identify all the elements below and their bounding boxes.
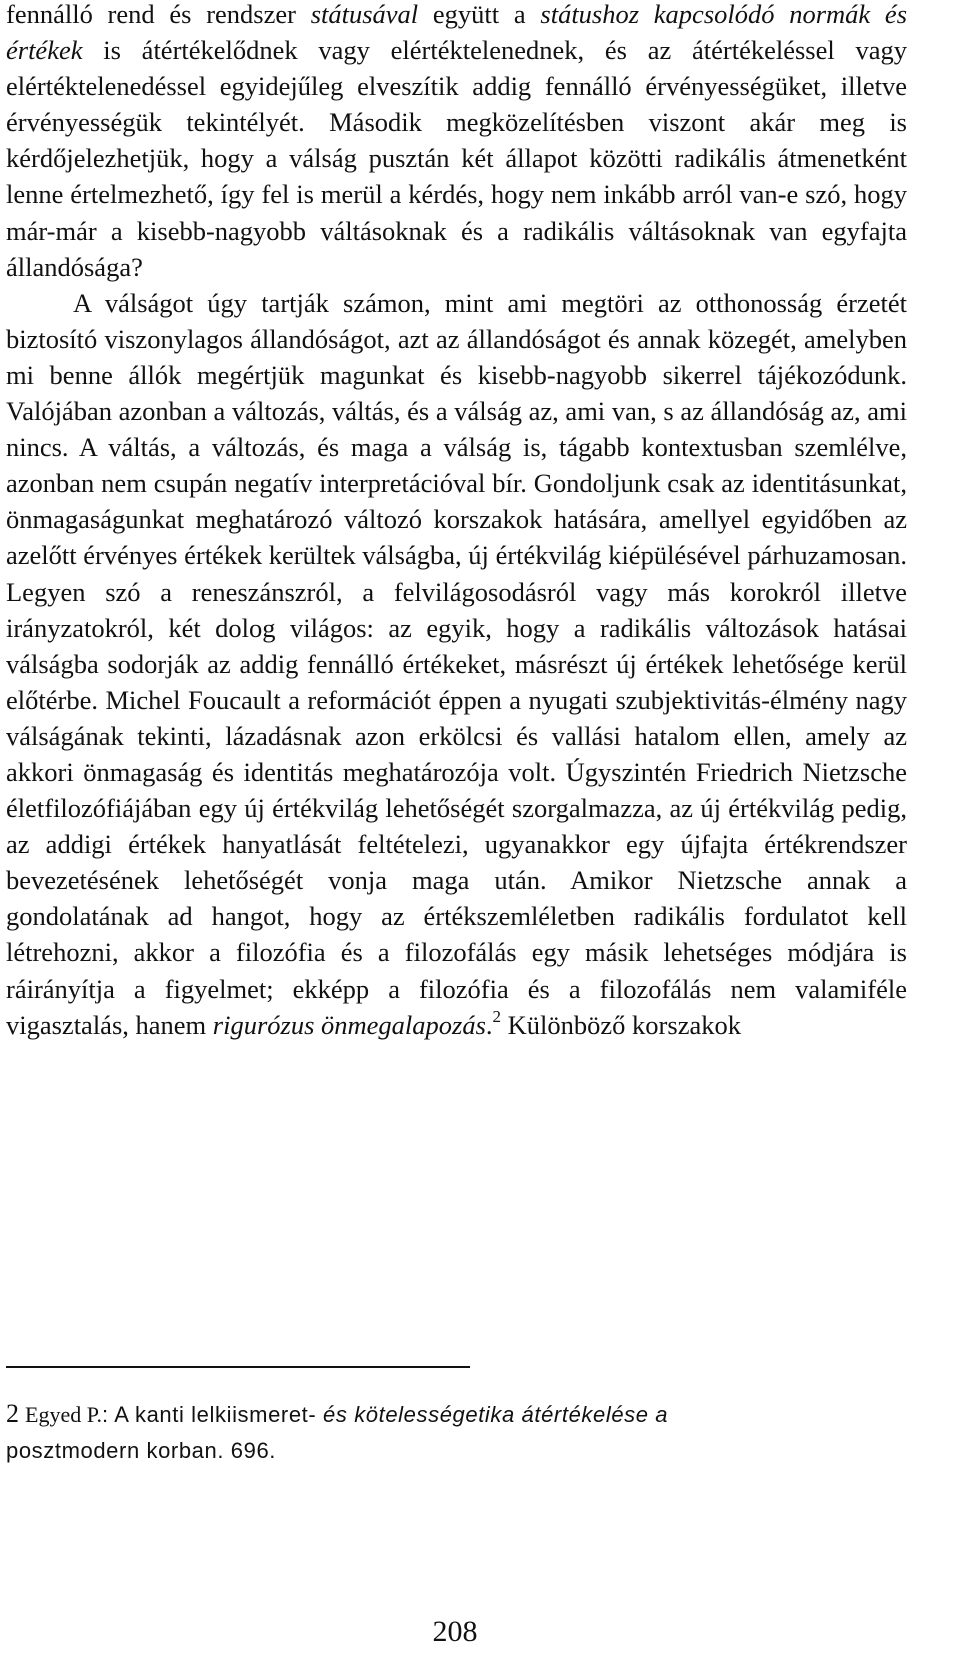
italic-text: státushoz kapcsolódó normák és értékek (6, 0, 908, 66)
text-run: . (485, 1009, 493, 1040)
text-run: Különböző korszakok (501, 1009, 741, 1040)
italic-text: státusával (310, 0, 419, 29)
footnote-author: Egyed P. (25, 1402, 102, 1427)
text-run: fennálló rend és rendszer (6, 0, 311, 29)
italic-text: rigurózus önmegalapozás (212, 1009, 486, 1040)
footnote-title-italic: és kötelességetika átértékelése a (316, 1402, 669, 1427)
footnote-number: 2 (6, 1399, 19, 1428)
footnote-reference: 2 (492, 1006, 502, 1026)
footnote-title-plain: : A kanti lelkiismeret- (102, 1402, 317, 1427)
text-run: A válságot úgy tartják számon, mint ami megtöri az otthonosság érzetét biztosító viszonylagos állandóságot, azt az állandóságot és annak közegét, amelyben mi benne állók megértjük magunkat és kisebb-nagyobb sikerrel tájékozódunk. Valójában azonban a változás, váltás, és a válság az, ami van, s az állandóság az, ami nincs. A váltás, a változás, és maga a válság is, tágabb kontextusban szemlélve, azonban nem csupán negatív interpretációval bír. Gondoljunk csak az identitásunkat, önmagaságunkat meghatározó változó korszakok hatására, amellyel egyidőben az azelőtt érvényes értékek kerültek válságba, új értékvilág kiépülésével párhuzamosan. Legyen szó a reneszánszról, a felvilágosodásról vagy más korokról illetve irányzatokról, két dolog világos: az egyik, hogy a radikális változások hatásai válságba sodorják az addig fennálló értékeket, másrészt új értékek lehetősége kerül előtérbe. Michel Foucault a reformációt éppen a nyugati szubjektivitás-élmény nagy válságának tekinti, lázadásnak azon erkölcsi és vallási hatalom ellen, amely az akkori önmagaság és identitás meghatározója volt. Úgyszintén Friedrich Nietzsche életfilozófiájában egy új értékvilág lehetőségét szorgalmazza, az új értékvilág pedig, az addigi értékek hanyatlását feltételezi, ugyanakkor egy újfajta értékrendszer bevezetésének lehetőségét vonja maga után. Amikor Nietzsche annak a gondolatának ad hangot, hogy az értékszemléletben radikális fordulatot kell létrehozni, akkor a filozófia és a filozofálás egy másik lehetséges módjára is ráirányítja a figyelmet; ekképp a filozófia és a filozofálás nem valamiféle vigasztalás, hanem (6, 287, 907, 1040)
text-run: is átértékelődnek vagy elértéktelenednek, és az átértékeléssel vagy elértéktelenedéssel egyidejűleg elveszítik addig fennálló érvényességüket, illetve érvényességük tekintélyét. Második megközelítésben viszont akár meg is kérdőjelezhetjük, hogy a válság pusztán két állapot közötti radikális átmenetként lenne értelmezhető, így fel is merül a kérdés, hogy nem inkább arról van-e szó, hogy már-már a kisebb-nagyobb váltásoknak és a radikális váltásoknak van egyfajta állandósága? (6, 35, 907, 282)
footnote-continuation: posztmodern korban. 696. (6, 1438, 276, 1463)
page-number: 208 (432, 1615, 478, 1648)
footnote (6, 1396, 906, 1469)
footnote-divider (6, 1366, 470, 1368)
body-text (6, 0, 907, 1043)
paragraph (6, 0, 907, 285)
text-run: együtt a (418, 0, 541, 29)
paragraph (6, 285, 907, 1043)
